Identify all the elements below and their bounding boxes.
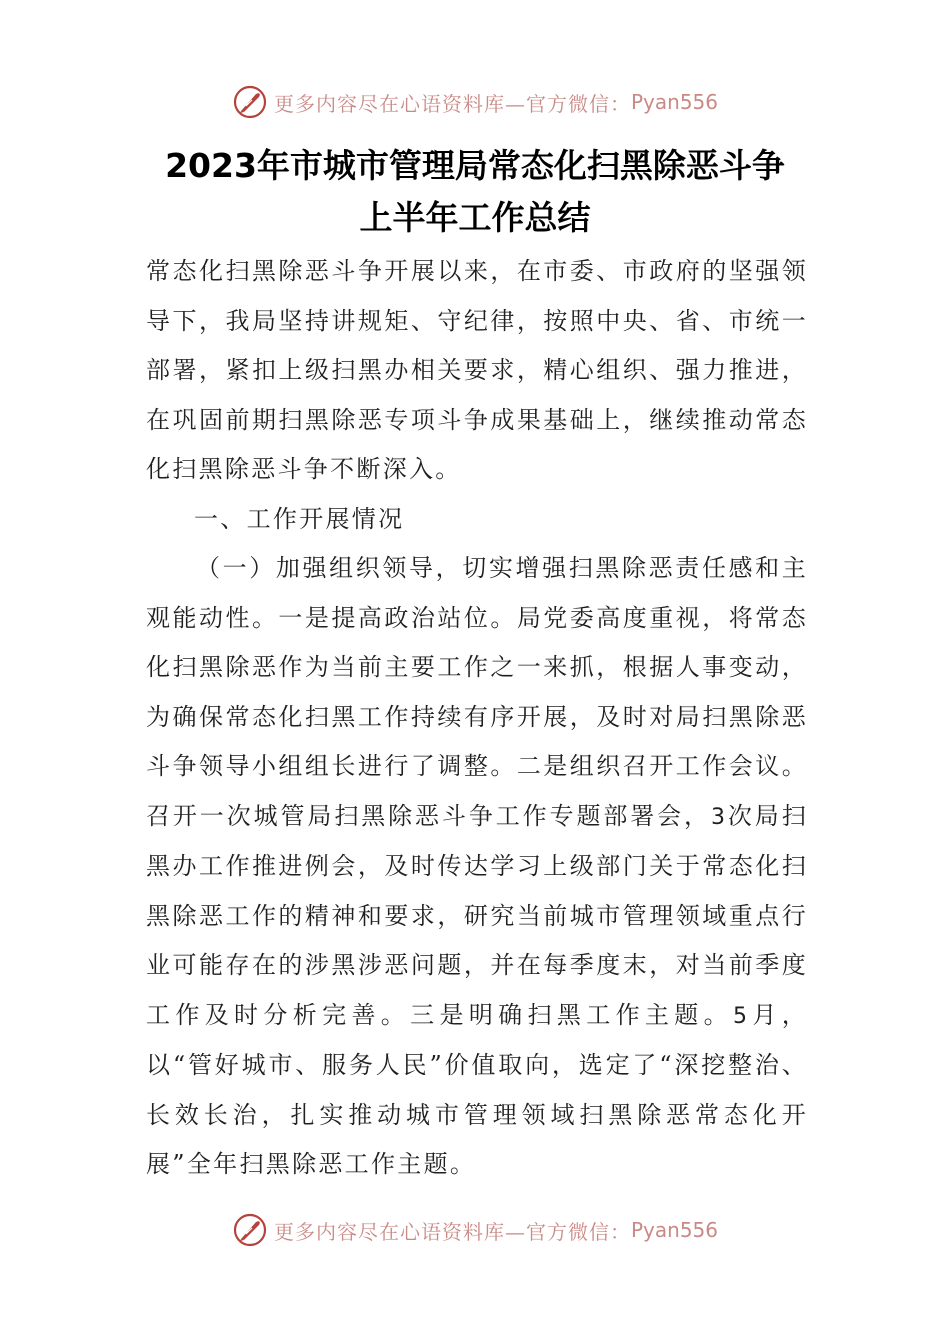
watermark-text: 更多内容尽在心语资料库—官方微信： — [273, 91, 631, 116]
watermark-text: 更多内容尽在心语资料库—官方微信： — [273, 1219, 631, 1244]
watermark-wechat-id: Pyan556 — [630, 1218, 718, 1242]
section-heading: 一、工作开展情况 — [194, 504, 405, 533]
watermark-header — [0, 82, 950, 122]
watermark-wechat-id: Pyan556 — [630, 90, 718, 114]
watermark-footer — [0, 1210, 950, 1250]
paragraph-number: 5 — [732, 1003, 750, 1029]
intro-paragraph: 常态化扫黑除恶斗争开展以来，在市委、市政府的坚强领导下，我局坚持讲规矩、守纪律，按照中央、省、市统一部署，紧扣上级扫黑办相关要求，精心组织、强力推进，在巩固前期扫黑除恶专项斗争成果基础上，继续推动常态化扫黑除恶斗争不断深入。 — [146, 257, 808, 483]
quill-pen-icon — [232, 1212, 268, 1248]
paragraph-text: 月，以“管好城市、服务人民”价值取向，选定了“深挖整治、长效长治，扎实推动城市管理领域扫黑除恶常态化开展”全年扫黑除恶工作主题。 — [146, 1000, 808, 1178]
body-paragraph — [146, 544, 808, 1190]
title-line-2: 上半年工作总结 — [359, 198, 591, 237]
document-body — [146, 247, 808, 1190]
paragraph-text: 次局扫黑办工作推进例会，及时传达学习上级部门关于常态化扫黑除恶工作的精神和要求，研究当前城市管理领域重点行业可能存在的涉黑涉恶问题，并在每季度末，对当前季度工作及时分析完善。三是明确扫黑工作主题。 — [146, 801, 808, 1029]
paragraph-number: 3 — [710, 804, 728, 830]
quill-pen-icon — [232, 84, 268, 120]
title-line-1: 2023年市城市管理局常态化扫黑除恶斗争 — [165, 146, 785, 185]
document-title — [60, 140, 890, 244]
paragraph-text: （一）加强组织领导，切实增强扫黑除恶责任感和主观能动性。一是提高政治站位。局党委高度重视，将常态化扫黑除恶作为当前主要工作之一来抓，根据人事变动，为确保常态化扫黑工作持续有序开展，及时对局扫黑除恶斗争领导小组组长进行了调整。二是组织召开工作会议。召开一次城管局扫黑除恶斗争工作专题部署会， — [146, 554, 808, 830]
